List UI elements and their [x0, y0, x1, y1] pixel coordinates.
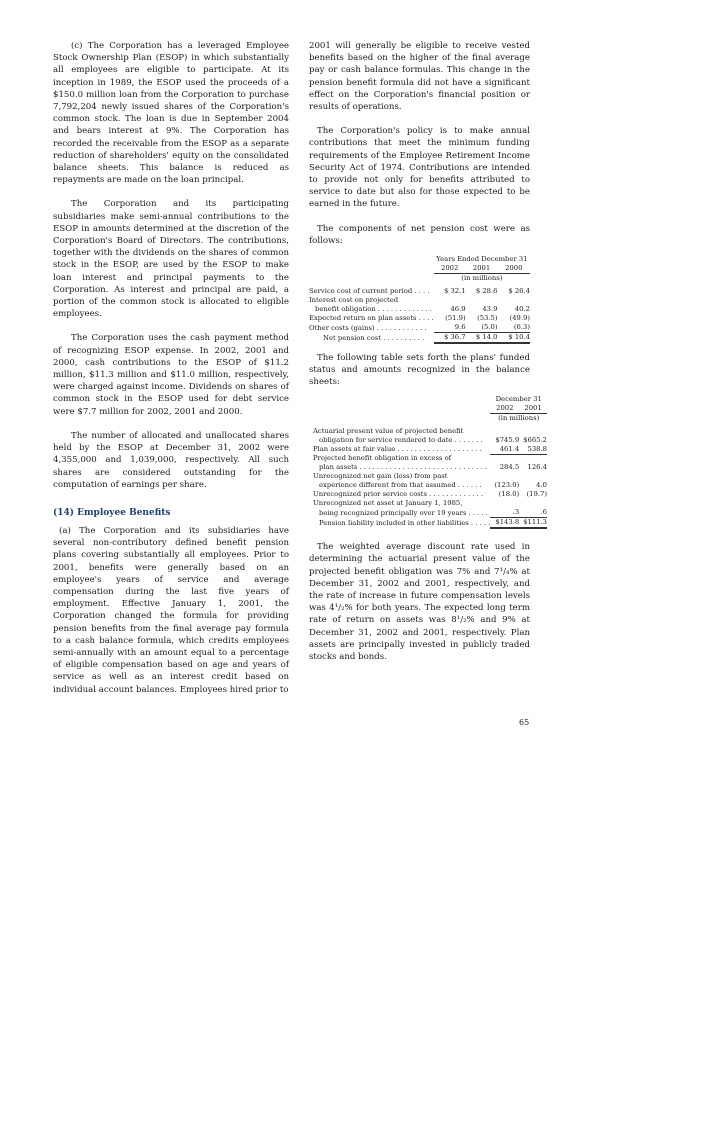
pension-cost-table [309, 255, 530, 344]
esop-shares-paragraph: The number of allocated and unallocated shares held by the ESOP at December 31, 2002 were 4,355,000 and 1,039,000, respectively. All such shares are considered outstanding for the computation of earnings per share. [53, 430, 289, 490]
table-row: Expected return on plan assets . . . . (51.9) (53.5) (49.9) [309, 314, 530, 323]
table-row: obligation for service rendered to date . . . . . . . $745.9 $665.2 [319, 435, 547, 444]
esop-expense-paragraph: The Corporation uses the cash payment method of recognizing ESOP expense. In 2002, 2001 and 2000, cash contributions to the ESOP of $11.2 million, $11.3 million and $11.0 million, respectively, were charged against income. Dividends on shares of common stock in the ESOP used for debt service were $7.7 million for 2002, 2001 and 2000. [53, 333, 289, 417]
funded-status-group-header: December 31 [495, 394, 542, 403]
year-header: 2002 [434, 264, 466, 274]
section-heading: (14) Employee Benefits [53, 507, 171, 518]
table-row-total: Pension liability included in other liabilities . . . . . $143.8 $111.3 [319, 518, 547, 528]
funding-policy-paragraph: The Corporation's policy is to make annual contributions that meet the minimum funding requirements of the Employee Retirement Income Security Act of 1974. Contributions are intended to provide not only for benefits attributed to service to date but also for those expected to be earned in the future. [309, 126, 530, 210]
funded-status-intro: The following table sets forth the plans' funded status and amounts recognized in the balance sheets: [309, 353, 530, 388]
table-row: experience different from that assumed . . . . . . (123.0) 4.0 [319, 481, 547, 490]
year-header: 2001 [519, 404, 547, 414]
esop-paragraph: (c) The Corporation has a leveraged Employee Stock Ownership Plan (ESOP) in which substantially all employees are eligible to participate. At its inception in 1989, the ESOP used the proceeds of a $150.0 million loan from the Corporation to purchase 7,792,204 newly issued shares of the Corporation's common stock. The loan is due in September 2004 and bears interest at 9%. The Corporation has recorded the receivable from the ESOP as a separate reduction of shareholders' equity on the consolidated balance sheets. This balance is reduced as repayments are made on the loan principal. [53, 41, 289, 186]
table-row: Service cost of current period . . . . $ 32.1 $ 28.6 $ 26.4 [309, 287, 530, 296]
year-header: 2002 [490, 404, 519, 414]
year-header: 2000 [498, 264, 531, 274]
table-row: Other costs (gains) . . . . . . . . . . . . 9.6 (5.0) (6.3) [309, 323, 530, 332]
table-row: Unrecognized net gain (loss) from past [313, 472, 448, 481]
right-column [309, 40, 547, 663]
table-row-total: Net pension cost . . . . . . . . . . $ 36.7 $ 14.0 $ 10.4 [323, 333, 530, 343]
pension-formula-paragraph: 2001 will generally be eligible to receive vested benefits based on the higher of the final average pay or cash balance formulas. This change in the pension benefit formula did not have a significant effect on the Corporation's financial position or results of operations. [309, 41, 530, 113]
table-row: Plan assets at fair value . . . . . . . . . . . . . . . . . . . . 461.4 538.8 [313, 444, 547, 454]
table-row: plan assets . . . . . . . . . . . . . . . . . . . . . . . . . . . . . . 284.5 126.4 [319, 463, 547, 472]
pension-cost-group-header: Years Ended December 31 [436, 255, 528, 264]
table-row: Projected benefit obligation in excess of [313, 454, 452, 463]
year-header: 2001 [466, 264, 498, 274]
esop-contributions-paragraph: The Corporation and its participating subsidiaries make semi-annual contributions to the ESOP in amounts determined at the discretion of the Corporation's Board of Directors. The contributions, together with the dividends on the shares of common stock in the ESOP, are used by the ESOP to make loan interest and principal payments to the Corporation. As interest and principal are paid, a portion of the common stock is allocated to eligible employees. [53, 199, 289, 320]
units-label: (in millions) [498, 413, 540, 422]
employee-benefits-paragraph: (a) The Corporation and its subsidiaries have several non-contributory defined benefit pension plans covering substantially all employees. Prior to 2001, benefits were generally based on an employee's years of service and average compensation during the last five years of employment. Effective January 1, 2001, the Corporation changed the formula for providing pension benefits from the final average pay formula to a cash balance formula, which credits employees semi-annually with an amount equal to a percentage of eligible compensation based on age and years of service as well as an interest credit based on individual account balances. Employees hired prior to [53, 525, 289, 695]
funded-status-table [313, 395, 547, 530]
page-number: 65 [519, 718, 530, 727]
units-label: (in millions) [461, 274, 503, 283]
table-row: being recognized principally over 19 years . . . . . .3 .6 [319, 508, 547, 517]
table-row: Unrecognized net asset at January 1, 1985, [313, 499, 463, 508]
table-row: Actuarial present value of projected benefit [313, 426, 464, 435]
table-row: Interest cost on projected [309, 296, 399, 305]
pension-cost-intro: The components of net pension cost were as follows: [309, 223, 530, 246]
discount-rate-paragraph: The weighted average discount rate used in determining the actuarial present value of the projected benefit obligation was 7% and 7¹/₄% at December 31, 2002 and 2001, respectively, and the rate of increase in future compensation levels was 4¹/₂% for both years. The expected long term rate of return on assets was 8¹/₂% and 9% at December 31, 2002 and 2001, respectively. Plan assets are principally invested in publicly traded stocks and bonds. [309, 542, 530, 662]
table-row: Unrecognized prior service costs . . . . . . . . . . . . . (18.0) (19.7) [313, 490, 547, 499]
table-row: benefit obligation . . . . . . . . . . . . . 46.9 43.9 40.2 [315, 305, 530, 314]
left-column [53, 40, 289, 696]
